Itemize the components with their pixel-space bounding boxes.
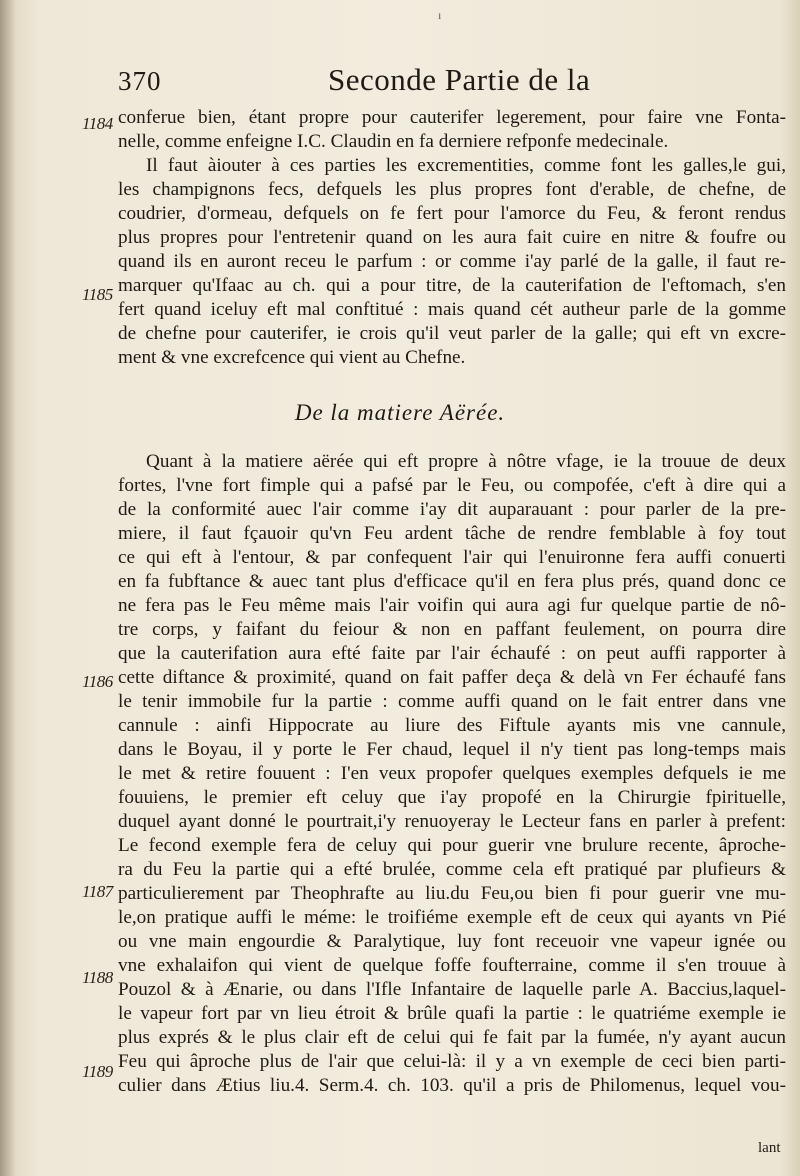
text-line: cette diftance & proximité, quand on fait paffer deça & delà vn Fer échaufé fans (118, 667, 786, 688)
margin-number: 1187 (82, 882, 113, 901)
text-line: conferue bien, étant propre pour cauterifer legerement, pour faire vne Fonta- (118, 107, 786, 128)
text-line: en fa fubftance & auec tant plus d'efficace qu'il en fera plus prés, quand donc ce (118, 571, 786, 592)
top-mark: ı (438, 8, 442, 22)
text-line: que la cauterifation aura efté faite par l'air échaufé : on peut auffi rapporter à (118, 643, 786, 664)
text-line: le tenir immobile fur la partie : comme auffi quand on le fait entrer dans vne (118, 691, 786, 712)
text-line: le,on pratique auffi le méme: le troifiéme exemple eft de ceux qui ayants vn Pié (118, 907, 786, 928)
margin-number: 1185 (82, 285, 113, 304)
text-line: ment & vne excrefcence qui vient au Chefne. (118, 347, 466, 368)
text-line: ou vne main engourdie & Paralytique, luy font receuoir vne vapeur ignée ou (118, 931, 786, 952)
catchword: lant (758, 1140, 781, 1156)
margin-number: 1184 (82, 114, 113, 133)
text-line: coudrier, d'ormeau, defquels on fe fert pour l'amorce du Feu, & feront rendus (118, 203, 786, 224)
text-line: Le fecond exemple fera de celuy qui pour guerir vne brulure recente, âproche- (118, 835, 786, 856)
text-line: tre corps, y faifant du feiour & non en paffant feulement, on pourra dire (118, 619, 786, 640)
text-line: Il faut àiouter à ces parties les excrementities, comme font les galles,le gui, (146, 155, 786, 176)
text-line: miere, il faut fçauoir qu'vn Feu ardent tâche de rendre femblable à foy tout (118, 523, 786, 544)
gutter-shadow (0, 0, 16, 1176)
text-line: fortes, l'vne fort fimple qui a pafsé par le Feu, ou compofée, c'eft à dire qui a (118, 475, 786, 496)
section-heading: De la matiere Aërée. (294, 400, 506, 425)
text-line: culier dans Ætius liu.4. Serm.4. ch. 103. qu'il a pris de Philomenus, lequel vou- (118, 1075, 786, 1096)
text-line: quand ils en auront receu le parfum : or comme i'ay parlé de la galle, il faut re- (118, 251, 786, 272)
text-line: nelle, comme enfeigne I.C. Claudin en fa derniere refponfe medecinale. (118, 131, 669, 152)
text-line: plus propres pour l'entretenir quand on les aura fait cuire en nitre & foufre ou (118, 227, 786, 248)
text-line: le vapeur fort par vn lieu étroit & brûle quafi la partie : le quatriéme exemple ie (118, 1003, 786, 1024)
text-line: vne exhalaifon qui vient de quelque foffe foufterraine, comme il s'en trouue à (118, 955, 786, 976)
text-line: de la conformité auec l'air comme i'ay dit auparauant : pour parler de la pre- (118, 499, 786, 520)
text-line: ce qui eft à l'entour, & par confequent l'air qui l'enuironne fera auffi conuerti (118, 547, 786, 568)
text-line: dans le Boyau, il y porte le Fer chaud, lequel il n'y tient pas long-temps mais (118, 739, 786, 760)
text-line: Pouzol & à Ænarie, ou dans l'Ifle Infantaire de laquelle parle A. Baccius,laquel- (118, 979, 786, 1000)
text-line: fert quand iceluy eft mal conftitué : mais quand cét autheur parle de la gomme (118, 299, 786, 320)
text-line: le met & retire fouuent : I'en veux propofer quelques exemples defquels ie me (118, 763, 786, 784)
text-line: fouuiens, le premier eft celuy que i'ay propofé en la Chirurgie fpirituelle, (118, 787, 786, 808)
margin-number: 1188 (82, 968, 113, 987)
text-line: particulierement par Theophrafte au liu.du Feu,ou bien fi pour guerir vne mu- (118, 883, 786, 904)
running-title: Seconde Partie de la (328, 62, 591, 97)
text-line: ra du Feu la partie qui a efté brulée, comme cela eft pratiqué par plufieurs & (118, 859, 786, 880)
page-header (118, 62, 758, 102)
text-line: ne fera pas le Feu même mais l'air voifin qui aura agi fur quelque partie de nô- (118, 595, 786, 616)
text-line: les champignons fecs, defquels les plus propres font d'erable, de chefne, de (118, 179, 786, 200)
text-line: cannule : ainfi Hippocrate au liure des Fiftule ayants mis vne cannule, (118, 715, 786, 736)
text-line: duquel ayant donné le pourtrait,i'y renuoyeray le Lecteur fans en parler à prefent: (118, 811, 786, 832)
margin-number: 1189 (82, 1062, 113, 1081)
text-line: plus exprés & le plus clair eft de celui qui fe fait par la fumée, n'y ayant aucun (118, 1027, 786, 1048)
text-line: Quant à la matiere aërée qui eft propre à nôtre vfage, ie la trouue de deux (146, 451, 786, 472)
page-number: 370 (118, 66, 162, 96)
text-line: marquer qu'Ifaac au ch. qui a pour titre, de la cauterifation de l'eftomach, s'en (118, 275, 786, 296)
margin-number: 1186 (82, 672, 113, 691)
text-line: Feu qui âproche plus de l'air que celui-là: il y a vn exemple de ceci bien parti- (118, 1051, 786, 1072)
text-line: de chefne pour cauterifer, ie crois qu'il veut parler de la galle; qui eft vn excre- (118, 323, 786, 344)
